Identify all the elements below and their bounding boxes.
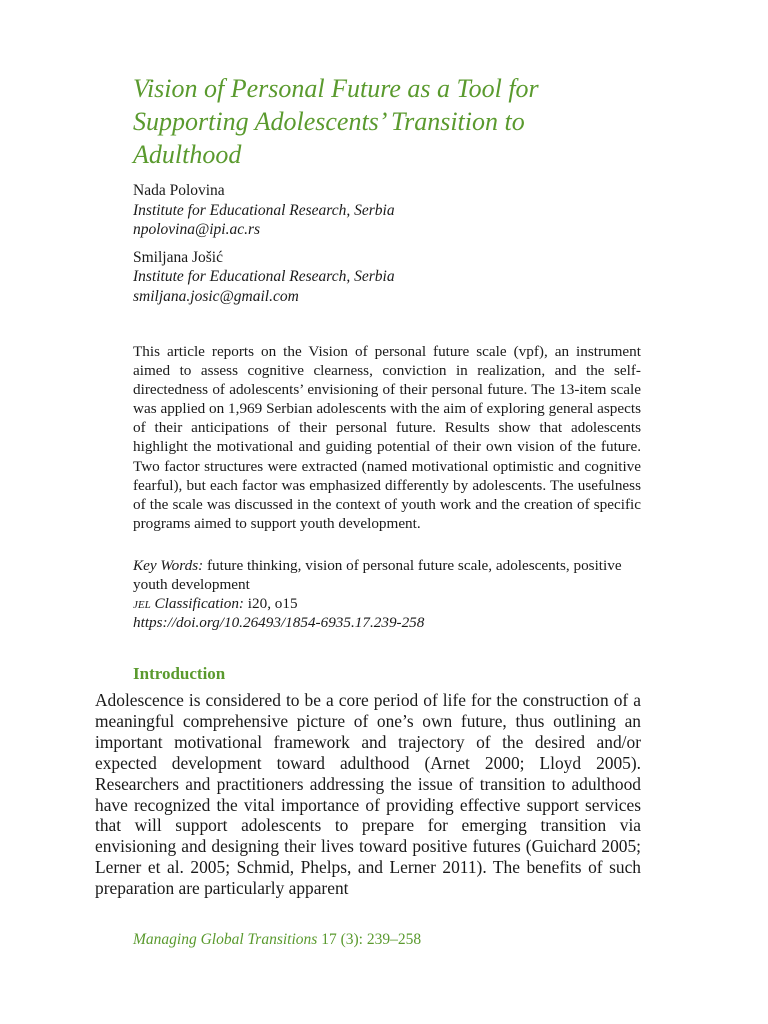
- journal-name: Managing Global Transitions: [133, 931, 318, 948]
- author-2: [133, 248, 653, 307]
- abstract: [133, 342, 641, 533]
- jel-codes: i20, o15: [247, 595, 298, 613]
- jel-prefix: jel: [133, 595, 151, 613]
- jel-classification: [133, 594, 641, 613]
- article-title: Vision of Personal Future as a Tool for Supporting Adolescents’ Transition to Adulthood: [133, 74, 539, 169]
- keywords-text: future thinking, vision of personal future scale, adolescents, positive youth development: [133, 557, 622, 594]
- article-metadata: [133, 556, 641, 632]
- author-email: npolovina@ipi.ac.rs: [133, 221, 261, 239]
- page-footer: [133, 931, 421, 949]
- author-email: smiljana.josic@gmail.com: [133, 287, 299, 305]
- jel-label: Classification:: [154, 595, 244, 613]
- section-heading-introduction: Introduction: [133, 664, 226, 683]
- author-name: Nada Polovina: [133, 182, 225, 199]
- author-affiliation: Institute for Educational Research, Serbia: [133, 268, 395, 286]
- introduction-paragraph: Adolescence is considered to be a core period of life for the construction of a meaningful comprehensive picture of one’s own future, thus outlining an important motivational framework and trajectory of the desired and/or expected development toward adulthood (Arnet 2000; Lloyd 2005). Researchers and practitioners addressing the issue of transition to adulthood have recognized the vital importance of providing effective support services that will support adolescents to prepare for emerging transition via envisioning and designing their lives toward positive futures (Guichard 2005; Lerner et al. 2005; Schmid, Phelps, and Lerner 2011). The benefits of such preparation are particularly apparent: [95, 690, 641, 899]
- journal-citation: 17 (3): 239–258: [321, 931, 422, 948]
- keywords: [133, 556, 641, 594]
- author-1: [133, 181, 653, 240]
- keywords-label: Key Words:: [133, 557, 204, 574]
- author-name: Smiljana Jošić: [133, 248, 223, 266]
- author-affiliation: Institute for Educational Research, Serbia: [133, 201, 395, 219]
- authors-block: [133, 181, 653, 315]
- abstract-text: This article reports on the Vision of personal future scale (vpf), an instrument aimed to assess cognitive clearness, conviction in realization, and the self-directedness of adolescents’ envisioning of their personal future. The 13-item scale was applied on 1,969 Serbian adolescents with the aim of exploring general aspects of their anticipations of their personal future. Results show that adolescents highlight the motivational and guiding potential of their own vision of the future. Two factor structures were extracted (named motivational optimistic and cognitive fearful), but each factor was emphasized differently by adolescents. The usefulness of the scale was discussed in the context of youth work and the creation of specific programs aimed to support youth development.: [133, 343, 641, 532]
- doi-link[interactable]: https://doi.org/10.26493/1854-6935.17.239-258: [133, 614, 425, 632]
